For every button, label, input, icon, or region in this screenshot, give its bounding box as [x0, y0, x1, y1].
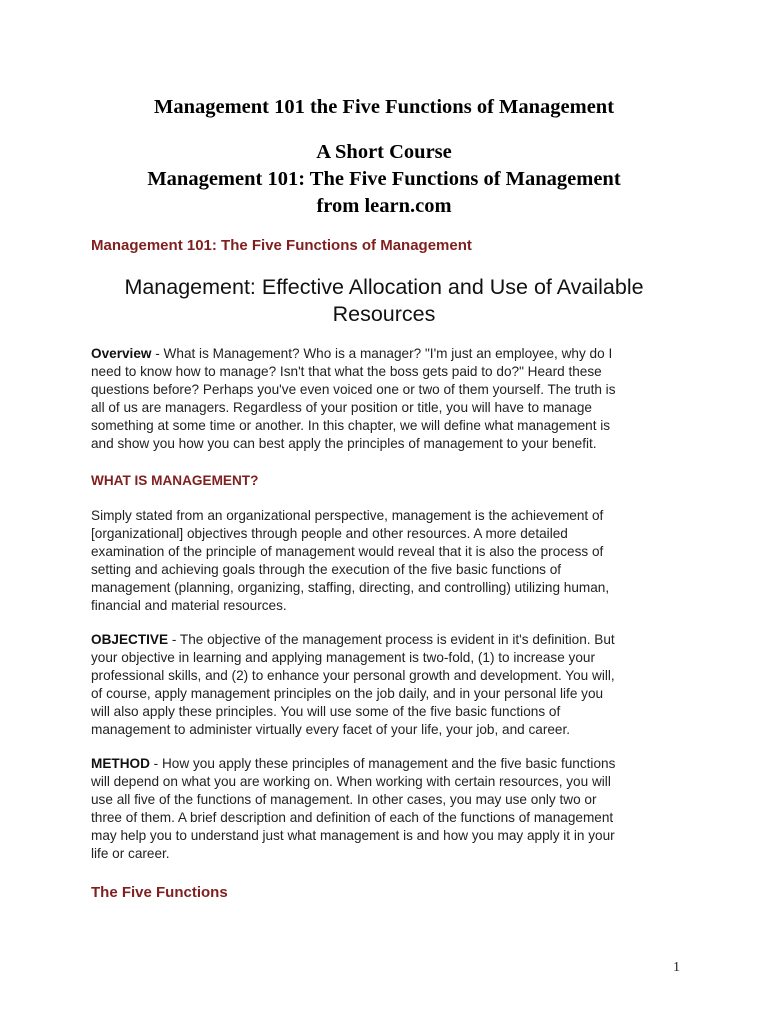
what-is-management-paragraph — [91, 507, 681, 616]
method-line-1 — [91, 755, 681, 773]
method-line-5: may help you to understand just what management is and how you may apply it in your — [91, 828, 615, 844]
method-text-1: - How you apply these principles of management and the five basic functions — [149, 756, 616, 771]
objective-line-5: will also apply these principles. You will use some of the five basic functions of — [91, 704, 561, 720]
method-line-3: use all five of the functions of management. In other cases, you may use only two or — [91, 792, 597, 808]
method-line-4: three of them. A brief description and definition of each of the functions of management — [91, 810, 614, 826]
objective-line-3: professional skills, and (2) to enhance your personal growth and development. You will, — [91, 668, 615, 684]
document-title: Management 101 the Five Functions of Management — [153, 96, 615, 118]
course-subtitle: A Short Course — [316, 141, 452, 163]
objective-label: OBJECTIVE — [91, 632, 169, 647]
course-source: from learn.com — [316, 195, 452, 217]
objective-line-2: your objective in learning and applying management is two-fold, (1) to increase your — [91, 650, 595, 666]
method-line-6: life or career. — [91, 846, 170, 862]
overview-paragraph — [91, 345, 681, 454]
what-line-4: setting and achieving goals through the execution of the five basic functions of — [91, 562, 562, 578]
objective-line-6: management to administer virtually every facet of your life, your job, and career. — [91, 722, 571, 738]
main-heading-line-2: Resources — [332, 302, 436, 326]
method-paragraph — [91, 755, 681, 864]
overview-label: Overview — [91, 346, 152, 361]
overview-line-4: all of us are managers. Regardless of your position or title, you will have to manage — [91, 400, 592, 416]
objective-text-1: - The objective of the management process is evident in it's definition. But — [168, 632, 615, 647]
main-heading-line-1: Management: Effective Allocation and Use of Available — [124, 275, 644, 299]
what-line-2: [organizational] objectives through people and other resources. A more detailed — [91, 526, 568, 542]
overview-line-6: and show you how you can best apply the principles of management to your benefit. — [91, 436, 597, 452]
overview-line-3: questions before? Perhaps you've even voiced one or two of them yourself. The truth is — [91, 382, 616, 398]
section-heading: Management 101: The Five Functions of Management — [91, 237, 472, 254]
what-line-6: financial and material resources. — [91, 598, 287, 614]
main-heading — [60, 274, 708, 328]
overview-line-2: need to know how to manage? Isn't that what the boss gets paid to do?" Heard these — [91, 364, 602, 380]
overview-line-5: something at some time or another. In this chapter, we will define what management is — [91, 418, 611, 434]
what-line-5: management (planning, organizing, staffing, directing, and controlling) utilizing human, — [91, 580, 610, 596]
objective-line-4: of course, apply management principles on the job daily, and in your personal life you — [91, 686, 604, 702]
course-name: Management 101: The Five Functions of Management — [147, 168, 621, 190]
overview-line-1 — [91, 345, 681, 363]
objective-line-1 — [91, 631, 681, 649]
method-line-2: will depend on what you are working on. When working with certain resources, you will — [91, 774, 611, 790]
what-is-management-heading: WHAT IS MANAGEMENT? — [91, 473, 259, 488]
page-number: 1 — [673, 960, 680, 975]
five-functions-heading: The Five Functions — [91, 884, 228, 901]
what-line-1: Simply stated from an organizational perspective, management is the achievement of — [91, 508, 604, 523]
what-line-3: examination of the principle of management would reveal that it is also the process of — [91, 544, 604, 560]
objective-paragraph — [91, 631, 681, 740]
method-label: METHOD — [91, 756, 150, 771]
course-title-block — [0, 139, 768, 220]
overview-text-1: - What is Management? Who is a manager? "I'm just an employee, why do I — [151, 346, 613, 361]
